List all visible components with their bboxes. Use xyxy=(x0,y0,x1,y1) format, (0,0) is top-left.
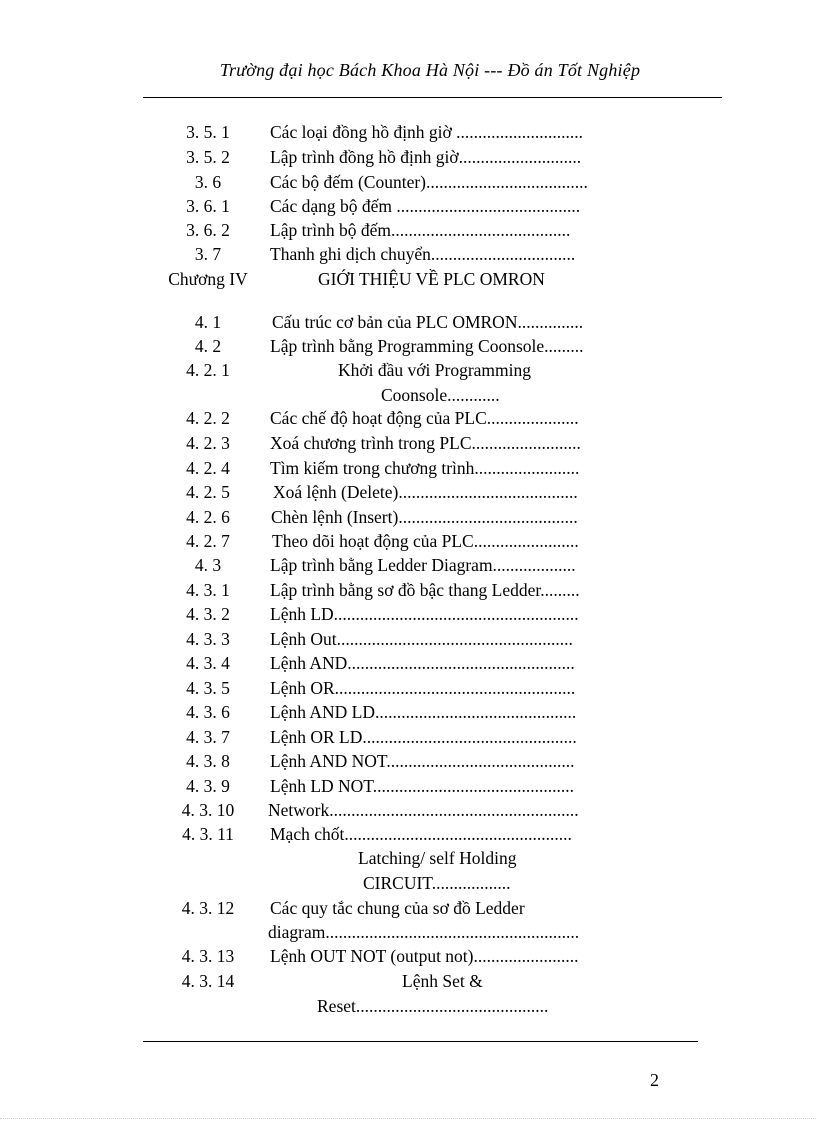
toc-entry-number: 4. 3. 13 xyxy=(181,946,235,966)
toc-entry-number: 4. 3. 11 xyxy=(182,824,234,844)
toc-entry-number: 4. 2. 3 xyxy=(186,433,230,453)
toc-entry-number: 4. 2. 6 xyxy=(186,507,230,527)
toc-entry-title: Lập trình bằng sơ đồ bậc thang Ledder......... xyxy=(270,580,580,600)
toc-entry-number: 4. 2. 4 xyxy=(186,458,230,478)
toc-entry-number: 4. 3. 4 xyxy=(186,653,230,673)
toc-entry-title: Lệnh LD NOT.............................................. xyxy=(270,776,574,796)
toc-entry-number: 4. 3. 14 xyxy=(181,971,235,991)
toc-entry-title: Xoá lệnh (Delete)......................................... xyxy=(273,482,578,502)
toc-entry-title: Lệnh Out...................................................... xyxy=(270,629,573,649)
toc-chapter-title: GIỚI THIỆU VỀ PLC OMRON xyxy=(318,269,545,289)
toc-entry-title: Tìm kiếm trong chương trình........................ xyxy=(270,458,580,478)
toc-entry-title: Các bộ đếm (Counter)..................................... xyxy=(270,172,588,192)
toc-entry-title: Network......................................................... xyxy=(268,800,579,820)
toc-entry-number: 4. 3 xyxy=(194,555,222,575)
toc-entry-number: 3. 6. 1 xyxy=(186,196,230,216)
toc-entry-number: 4. 3. 1 xyxy=(186,580,230,600)
toc-entry-number: 4. 3. 2 xyxy=(186,604,230,624)
footer-rule xyxy=(143,1041,698,1042)
toc-entry-number: 4. 3. 8 xyxy=(186,751,230,771)
toc-entry-title: CIRCUIT.................. xyxy=(363,873,511,893)
toc-entry-number: 3. 6 xyxy=(194,172,222,192)
page-edge-divider xyxy=(0,1118,816,1119)
toc-entry-number: 4. 2. 7 xyxy=(186,531,230,551)
toc-entry-number: 3. 7 xyxy=(194,244,222,264)
toc-entry-title: Các chế độ hoạt động của PLC..................... xyxy=(270,408,579,428)
toc-entry-number: 4. 3. 9 xyxy=(186,776,230,796)
toc-entry-title: Coonsole............ xyxy=(381,385,500,405)
toc-entry-title: Các dạng bộ đếm .......................................... xyxy=(270,196,581,216)
toc-entry-title: Lệnh OR....................................................... xyxy=(270,678,576,698)
toc-entry-title: Các quy tắc chung của sơ đồ Ledder xyxy=(270,898,525,918)
toc-entry-number: 3. 5. 2 xyxy=(186,147,230,167)
toc-entry-number: 4. 1 xyxy=(194,312,222,332)
toc-entry-title: Lập trình bằng Programming Coonsole......... xyxy=(270,336,584,356)
toc-entry-title: Reset............................................ xyxy=(317,996,549,1016)
toc-entry-title: Thanh ghi dịch chuyển................................. xyxy=(270,244,576,264)
toc-entry-title: Lập trình bộ đếm......................................... xyxy=(270,220,571,240)
toc-entry-title: Lệnh Set & xyxy=(402,971,483,991)
toc-entry-title: Lệnh AND.................................................... xyxy=(270,653,575,673)
toc-entry-number: 4. 3. 5 xyxy=(186,678,230,698)
toc-entry-title: Latching/ self Holding xyxy=(358,848,517,868)
running-header-text: Trường đại học Bách Khoa Hà Nội --- Đồ án Tốt Nghiệp xyxy=(219,60,641,80)
toc-entry-title: Các loại đồng hồ định giờ ............................. xyxy=(270,122,584,142)
toc-entry-number: 4. 3. 12 xyxy=(181,898,235,918)
toc-entry-title: Theo dõi hoạt động của PLC........................ xyxy=(272,531,579,551)
toc-entry-title: Lập trình đồng hồ định giờ............................ xyxy=(270,147,582,167)
toc-chapter-number: Chương IV xyxy=(168,269,248,289)
toc-entry-number: 3. 6. 2 xyxy=(186,220,230,240)
toc-entry-title: Lệnh AND LD.............................................. xyxy=(270,702,577,722)
toc-entry-title: Lệnh AND NOT........................................... xyxy=(270,751,575,771)
toc-entry-number: 4. 3. 10 xyxy=(181,800,235,820)
toc-entry-number: 4. 3. 6 xyxy=(186,702,230,722)
toc-entry-number: 4. 3. 3 xyxy=(186,629,230,649)
toc-entry-number: 4. 2. 5 xyxy=(186,482,230,502)
toc-entry-title: Xoá chương trình trong PLC......................... xyxy=(270,433,581,453)
toc-entry-number: 4. 2 xyxy=(194,336,222,356)
toc-entry-number: 3. 5. 1 xyxy=(186,122,230,142)
toc-entry-number: 4. 2. 2 xyxy=(186,408,230,428)
toc-entry-title: Cấu trúc cơ bản của PLC OMRON............... xyxy=(272,312,584,332)
toc-entry-title: Mạch chốt.................................................... xyxy=(270,824,572,844)
toc-entry-title: Khởi đầu với Programming xyxy=(338,360,532,380)
page-number: 2 xyxy=(650,1070,659,1090)
toc-entry-title: diagram.......................................................... xyxy=(268,922,580,942)
toc-entry-title: Lệnh LD........................................................ xyxy=(270,604,579,624)
toc-entry-number: 4. 2. 1 xyxy=(186,360,230,380)
toc-entry-number: 4. 3. 7 xyxy=(186,727,230,747)
toc-entry-title: Lệnh OUT NOT (output not)........................ xyxy=(270,946,579,966)
toc-entry-title: Chèn lệnh (Insert)......................................... xyxy=(271,507,578,527)
toc-entry-title: Lệnh OR LD................................................. xyxy=(270,727,577,747)
toc-entry-title: Lập trình bằng Ledder Diagram................... xyxy=(270,555,576,575)
